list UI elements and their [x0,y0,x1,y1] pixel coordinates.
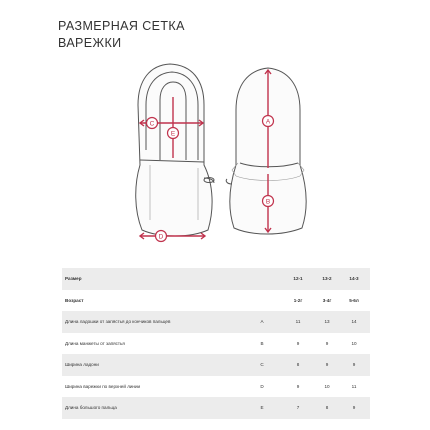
table-cell: 9 [296,340,300,346]
marker-e-label: E [170,130,176,138]
table-cell: 7 [296,405,300,410]
table-row [62,397,370,419]
row-code: E [260,405,264,410]
table-cell: 5-6л [349,297,359,303]
table-cell: 13 [324,319,330,324]
marker-b-label: B [265,198,271,206]
row-label: Длина манжеты от запястья [65,340,125,346]
row-label: Длина ладошки от запястья до кончиков пальцев [65,319,171,324]
table-row [62,354,370,376]
table-row [62,311,370,333]
table-cell: 9 [325,340,329,346]
row-code: C [260,362,264,367]
table-cell: 13-2 [322,276,332,281]
table-cell: 9 [352,405,356,410]
table-row [62,268,370,290]
row-label: Размер [65,276,82,281]
table-cell: 9 [325,362,329,367]
table-cell: 14-3 [349,276,359,281]
table-cell: 8 [296,362,300,367]
row-label: Длина большого пальца [65,405,117,410]
row-code: B [260,340,264,346]
row-code: A [260,319,264,324]
table-row [62,376,370,398]
row-label: Возраст [65,297,84,303]
table-cell: 1-2г [293,297,303,303]
row-code: D [260,383,264,389]
table-cell: 8 [325,405,329,410]
page-subtitle: ВАРЕЖКИ [58,36,122,50]
table-cell: 9 [296,383,300,389]
marker-a-label: A [265,118,271,126]
marker-c-label: C [149,120,155,128]
table-row [62,333,370,355]
table-cell: 11 [295,319,301,324]
table-cell: 14 [351,319,357,324]
left-mitten-drawing [136,64,214,236]
row-label: Ширина варежки по верхней линии [65,383,141,389]
right-mitten-drawing [226,68,306,234]
table-cell: 10 [351,340,357,346]
table-cell: 3-4г [322,297,332,303]
page-title: РАЗМЕРНАЯ СЕТКА [58,19,185,33]
size-table [62,268,370,419]
table-row [62,290,370,312]
marker-d-label: D [158,233,164,241]
table-cell: 12-1 [293,276,303,281]
table-cell: 9 [352,362,356,367]
table-cell: 11 [351,383,357,389]
row-label: Ширина ладони [65,362,99,367]
table-cell: 10 [324,383,330,389]
